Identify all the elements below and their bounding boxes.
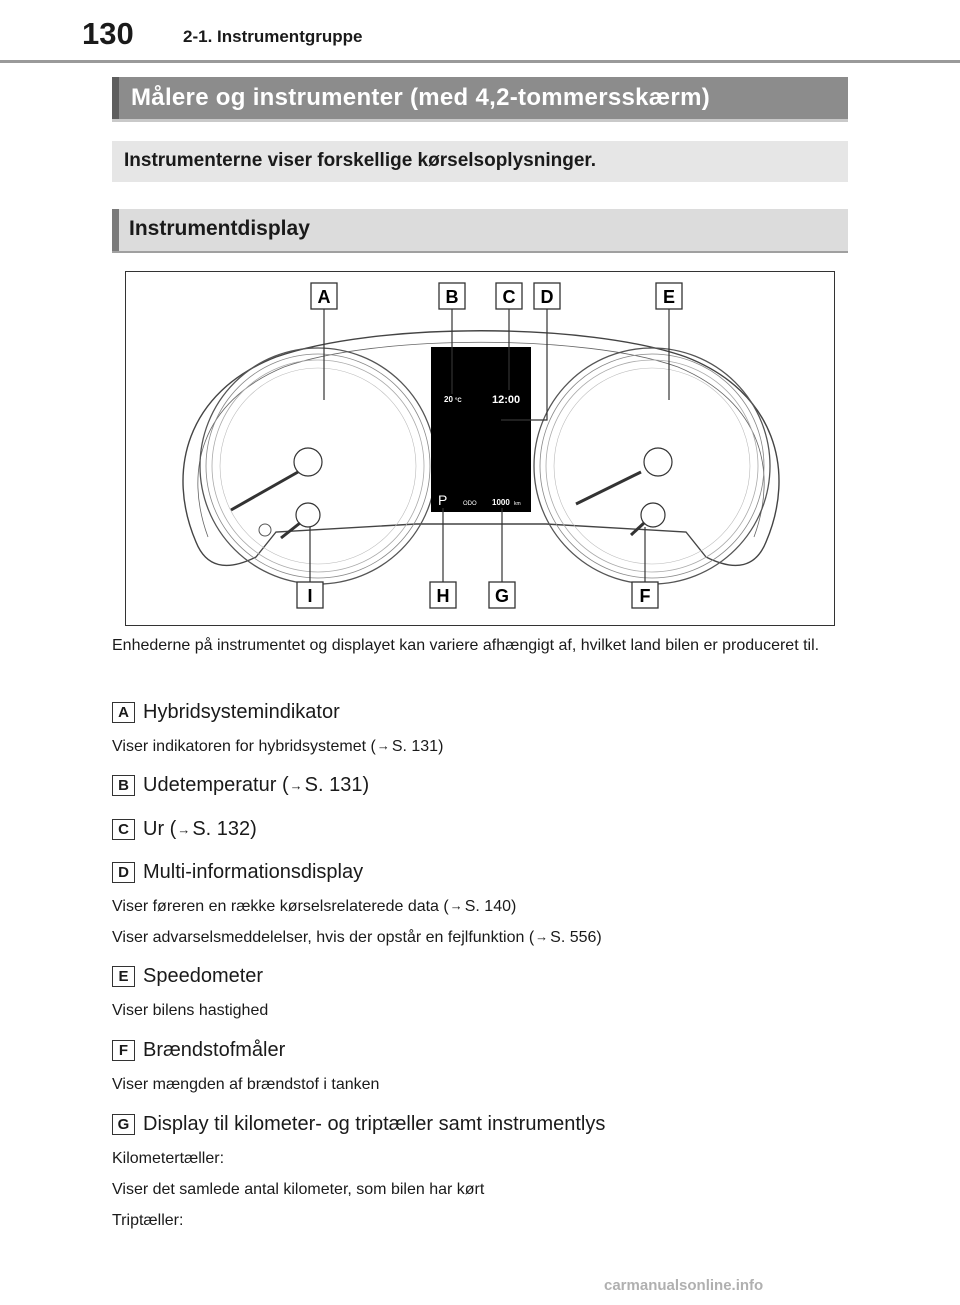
item-b <box>112 774 369 797</box>
item-title: Speedometer <box>143 965 264 987</box>
item-title: Hybridsystemindikator <box>143 701 340 723</box>
item-title: Ur (→ S. 132) <box>143 818 257 840</box>
callout-f <box>632 582 658 608</box>
item-a-desc: Viser indikatoren for hybridsystemet (→ S. 131) <box>112 738 444 755</box>
svg-text:I: I <box>307 586 313 606</box>
item-badge: F <box>112 1040 135 1061</box>
display-odometer-unit: km <box>514 501 521 507</box>
page-title: Målere og instrumenter (med 4,2-tommersskærm) <box>131 84 710 111</box>
item-badge: D <box>112 862 135 883</box>
callout-e <box>656 283 682 309</box>
display-odometer: 1000 <box>492 498 510 507</box>
item-badge: G <box>112 1114 135 1135</box>
callout-h <box>430 582 456 608</box>
page-number: 130 <box>82 16 134 51</box>
svg-text:A: A <box>317 287 331 307</box>
item-badge: A <box>112 702 135 723</box>
chapter-heading: 2-1. Instrumentgruppe <box>183 27 363 46</box>
svg-text:D: D <box>540 287 554 307</box>
item-f-desc: Viser mængden af brændstof i tanken <box>112 1076 380 1093</box>
item-g-line-3: Triptæller: <box>112 1212 184 1229</box>
callout-c <box>496 283 522 309</box>
section-heading-bar <box>112 209 848 251</box>
item-d-desc: Viser føreren en række kørselsrelaterede data (→ S. 140) <box>112 898 517 915</box>
display-temperature-unit: °C <box>455 398 462 404</box>
svg-text:F: F <box>639 586 651 606</box>
figure-note: Enhederne på instrumentet og displayet kan variere afhængigt af, hvilket land bilen er produceret til. <box>112 637 820 654</box>
item-title: Multi-informationsdisplay <box>143 861 364 883</box>
display-gear: P <box>438 492 448 508</box>
svg-text:H: H <box>436 586 450 606</box>
item-badge: C <box>112 819 135 840</box>
svg-text:G: G <box>494 586 510 606</box>
section-rule <box>112 251 848 253</box>
right-gauge <box>534 348 770 584</box>
arrow-icon: → <box>535 929 549 944</box>
item-g-line-2: Viser det samlede antal kilometer, som bilen har kørt <box>112 1181 485 1198</box>
item-badge: E <box>112 966 135 987</box>
watermark: carmanualsonline.info <box>604 1277 764 1294</box>
item-d-desc-2: Viser advarselsmeddelelser, hvis der opstår en fejlfunktion (→ S. 556) <box>112 929 602 946</box>
summary-box <box>112 141 848 182</box>
title-underline <box>112 119 848 122</box>
callout-g <box>489 582 515 608</box>
display-clock: 12:00 <box>492 394 521 406</box>
item-title: Display til kilometer- og triptæller samt instrumentlys <box>143 1113 606 1135</box>
arrow-icon: → <box>449 898 463 913</box>
item-c <box>112 818 257 841</box>
item-e <box>112 965 263 988</box>
left-gauge <box>200 348 436 584</box>
item-f <box>112 1039 285 1062</box>
header-rule <box>0 60 960 63</box>
callout-d <box>534 283 560 309</box>
callout-a <box>311 283 337 309</box>
svg-text:C: C <box>502 287 516 307</box>
summary-text: Instrumenterne viser forskellige kørselsoplysninger. <box>124 150 597 171</box>
svg-text:B: B <box>445 287 459 307</box>
item-d <box>112 861 363 884</box>
arrow-icon: → <box>289 778 303 793</box>
item-badge: B <box>112 775 135 796</box>
arrow-icon: → <box>376 738 390 753</box>
callout-b <box>439 283 465 309</box>
center-display <box>431 347 531 512</box>
item-title: Brændstofmåler <box>143 1039 286 1061</box>
arrow-icon: → <box>177 822 191 837</box>
svg-text:E: E <box>662 287 676 307</box>
callout-i <box>297 582 323 608</box>
item-e-desc: Viser bilens hastighed <box>112 1002 269 1019</box>
display-temperature: 20 <box>444 395 453 404</box>
instrument-cluster-illustration <box>126 272 834 625</box>
section-heading: Instrumentdisplay <box>129 217 310 240</box>
item-g-line-1: Kilometertæller: <box>112 1150 225 1167</box>
page-title-bar <box>112 77 848 119</box>
display-odo-label: ODO <box>463 501 477 507</box>
item-title: Udetemperatur (→ S. 131) <box>143 774 370 796</box>
item-a <box>112 701 340 724</box>
item-g <box>112 1113 605 1136</box>
instrument-cluster-figure <box>125 271 835 626</box>
